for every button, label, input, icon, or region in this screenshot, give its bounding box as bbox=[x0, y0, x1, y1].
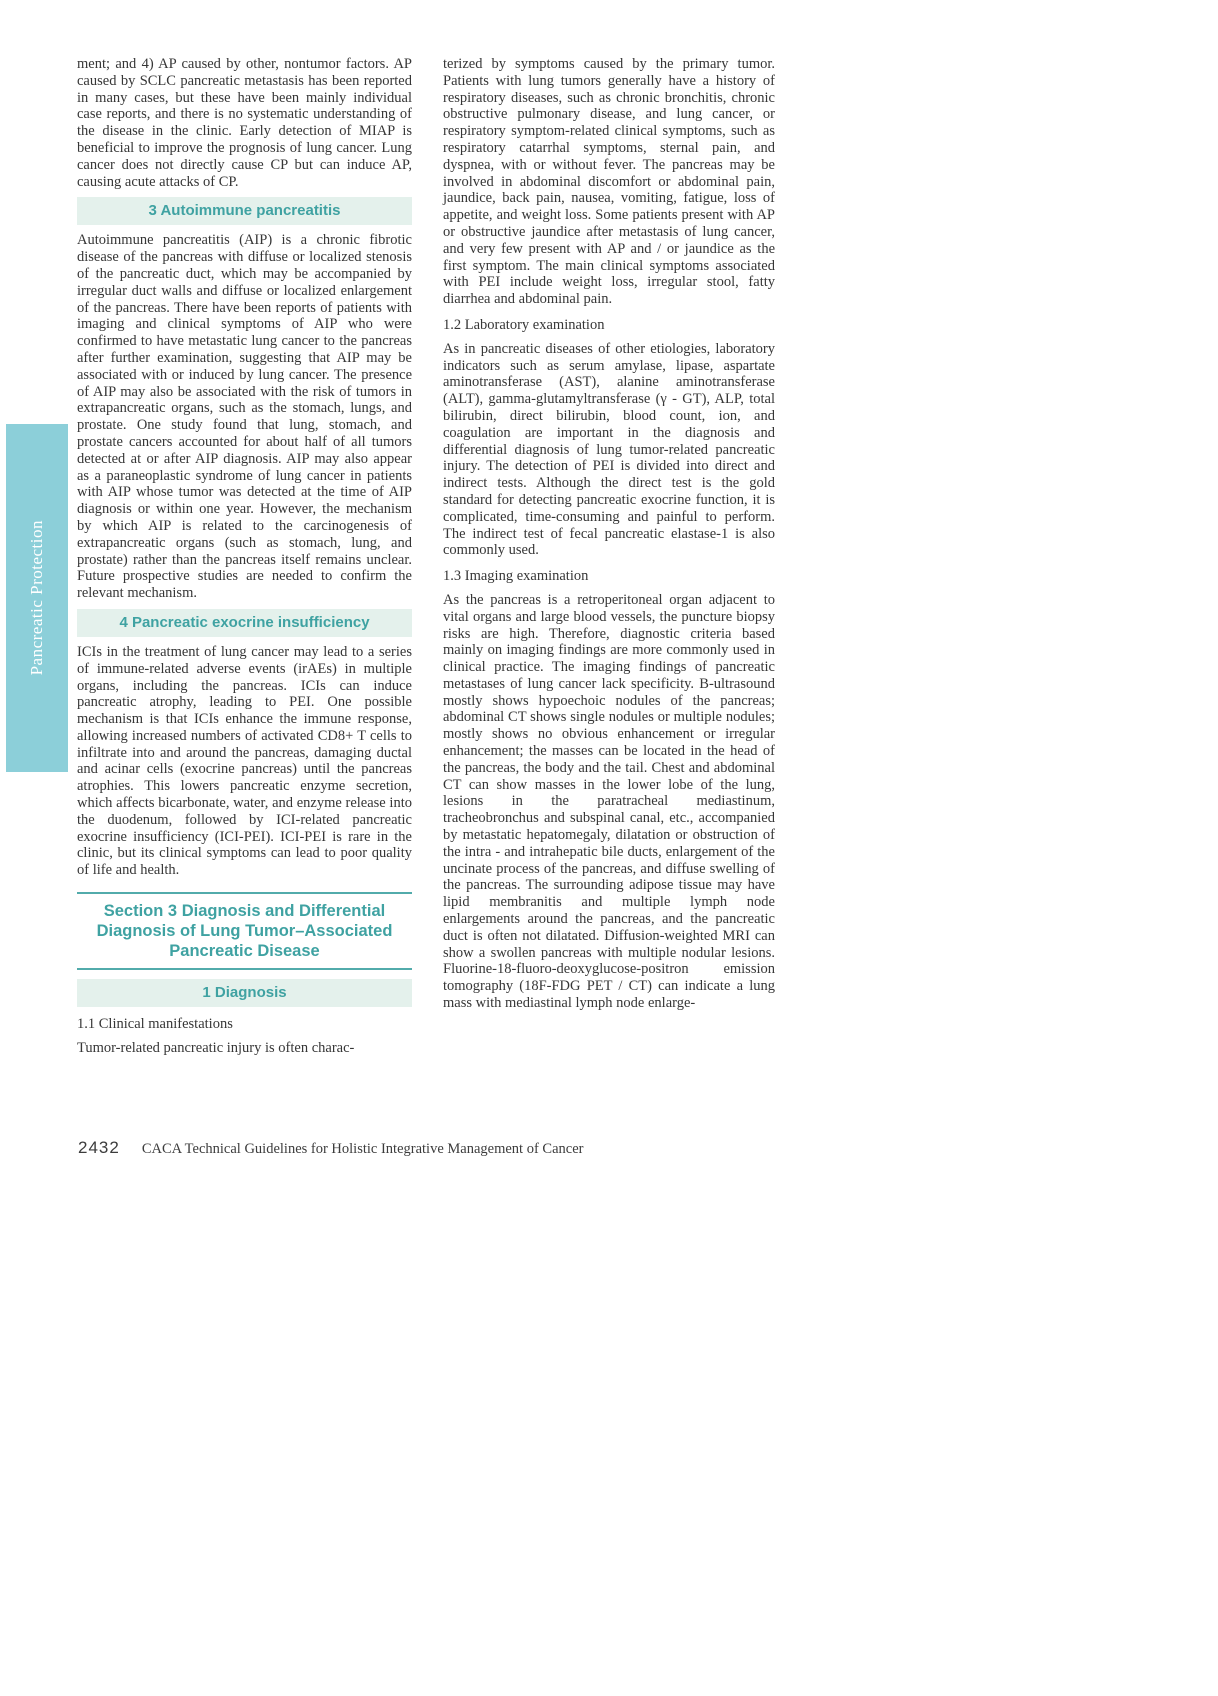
section-3-title: Section 3 Diagnosis and Differential Diagnosis of Lung Tumor–Associated Pancreatic Disease bbox=[96, 902, 393, 961]
subheading-imaging-examination: 1.3 Imaging examination bbox=[443, 568, 589, 585]
paragraph-clinical-manifestations-start: Tumor-related pancreatic injury is often charac- bbox=[77, 1039, 355, 1056]
subheading-laboratory-examination: 1.2 Laboratory examination bbox=[443, 316, 605, 333]
heading-diagnosis: 1 Diagnosis bbox=[77, 979, 412, 1007]
right-column bbox=[443, 56, 775, 1057]
chapter-edge-tab-label: Pancreatic Protection bbox=[27, 520, 46, 676]
heading-autoimmune-pancreatitis: 3 Autoimmune pancreatitis bbox=[77, 197, 412, 225]
section-rule-bottom bbox=[77, 968, 412, 970]
left-column bbox=[77, 56, 412, 1057]
page-number: 2432 bbox=[78, 1138, 120, 1157]
page-content bbox=[77, 56, 775, 1057]
heading-pancreatic-exocrine-insufficiency: 4 Pancreatic exocrine insufficiency bbox=[77, 609, 412, 637]
paragraph-laboratory-examination: As in pancreatic diseases of other etiologies, laboratory indicators such as serum amylase, lipase, aspartate aminotransferase (AST), alanine aminotransferase (ALT), gamma-glutamyltransferase (γ - GT), ALP, total bilirubin, direct bilirubin, blood count, ion, and coagulation are important in the diagnosis and differential diagnosis of lung tumor-related pancreatic injury. The detection of PEI is divided into direct and indirect tests. Although the direct test is the gold standard for detecting pancreatic exocrine function, it is complicated, time-consuming and painful to perform. The indirect test of fecal pancreatic elastase-1 is also commonly used. bbox=[443, 340, 775, 559]
paragraph-autoimmune-pancreatitis: Autoimmune pancreatitis (AIP) is a chronic fibrotic disease of the pancreas with diffuse or localized stenosis of the pancreatic duct, which may be accompanied by irregular duct walls and diffuse or localized enlargement of the pancreas. There have been reports of patients with imaging and clinical symptoms of AIP who were confirmed to have metastatic lung cancer to the pancreas after further examination, suggesting that AIP may be associated with or induced by lung cancer. The presence of AIP may also be associated with the risk of tumors in extrapancreatic organs, such as the stomach, lungs, and prostate. One study found that lung, stomach, and prostate cancers accounted for about half of all tumors detected at or after AIP diagnosis. AIP may also appear as a paraneoplastic syndrome of lung cancer in patients with AIP whose tumor was detected at the time of AIP diagnosis or within one year. However, the mechanism by which AIP is related to the carcinogenesis of extrapancreatic organs (such as stomach, lung, and prostate) rather than the pancreas itself remains unclear. Future prospective studies are needed to confirm the relevant mechanism. bbox=[77, 232, 412, 602]
page-footer bbox=[78, 1138, 776, 1158]
paragraph-ap-continued: ment; and 4) AP caused by other, nontumor factors. AP caused by SCLC pancreatic metastasis has been reported in many cases, but these have been mainly individual case reports, and there is no systematic understanding of the disease in the clinic. Early detection of MIAP is beneficial to improve the prognosis of lung cancer. Lung cancer does not directly cause CP but can induce AP, causing acute attacks of CP. bbox=[77, 56, 412, 190]
paragraph-imaging-examination: As the pancreas is a retroperitoneal organ adjacent to vital organs and large blood vessels, the puncture biopsy risks are high. Therefore, diagnostic criteria based mainly on imaging findings are more commonly used in clinical practice. The imaging findings of pancreatic metastases of lung cancer lack specificity. B-ultrasound mostly shows hypoechoic nodules of the pancreas; abdominal CT shows single nodules or multiple nodules; mostly shows no obvious enhancement or irregular enhancement; the masses can be located in the head of the pancreas, the body and the tail. Chest and abdominal CT can show masses in the lower lobe of the lung, lesions in the paratracheal mediastinum, tracheobronchus and subspinal canal, etc., accompanied by metastatic hepatomegaly, dilatation or obstruction of the intra - and intrahepatic bile ducts, enlargement of the uncinate process of the pancreas, and diffuse swelling of the pancreas. The surrounding adipose tissue may have lipid membranitis and multiple lymph node enlargements around the pancreas, and the pancreatic duct is often not dilatated. Diffusion-weighted MRI can show a swollen pancreas with multiple nodular lesions. Fluorine-18-fluoro-deoxyglucose-positron emission tomography (18F-FDG PET / CT) can indicate a lung mass with mediastinal lymph node enlarge- bbox=[443, 591, 775, 1012]
footer-running-title: CACA Technical Guidelines for Holistic Integrative Management of Cancer bbox=[141, 1141, 584, 1157]
subheading-clinical-manifestations: 1.1 Clinical manifestations bbox=[77, 1016, 233, 1033]
section-rule-top bbox=[77, 892, 412, 894]
section-3-heading-block bbox=[77, 892, 412, 970]
chapter-edge-tab bbox=[6, 424, 68, 772]
paragraph-pancreatic-exocrine-insufficiency: ICIs in the treatment of lung cancer may lead to a series of immune-related adverse events (irAEs) in multiple organs, including the pancreas. ICIs can induce pancreatic atrophy, leading to PEI. One possible mechanism is that ICIs enhance the immune response, allowing increased numbers of activated CD8+ T cells to infiltrate into and around the pancreas, damaging ductal and acinar cells (exocrine pancreas) until the pancreas atrophies. This lowers pancreatic enzyme secretion, which affects bicarbonate, water, and enzyme release into the duodenum, followed by ICI-related pancreatic exocrine insufficiency (ICI-PEI). ICI-PEI is rare in the clinic, but its clinical symptoms can lead to poor quality of life and health. bbox=[77, 643, 412, 879]
paragraph-clinical-manifestations-continued: terized by symptoms caused by the primary tumor. Patients with lung tumors generally have a history of respiratory diseases, such as chronic bronchitis, chronic obstructive pulmonary disease, and lung cancer, or respiratory symptom-related clinical symptoms, such as respiratory catarrhal symptoms, sternal pain, and dyspnea, with or without fever. The pancreas may be involved in abdominal discomfort or abdominal pain, jaundice, back pain, nausea, vomiting, fatigue, loss of appetite, and weight loss. Some patients present with AP or obstructive jaundice after metastasis of lung cancer, and very few present with AP and / or jaundice as the first symptom. The main clinical symptoms associated with PEI include weight loss, irregular stool, fatty diarrhea and abdominal pain. bbox=[443, 56, 775, 308]
